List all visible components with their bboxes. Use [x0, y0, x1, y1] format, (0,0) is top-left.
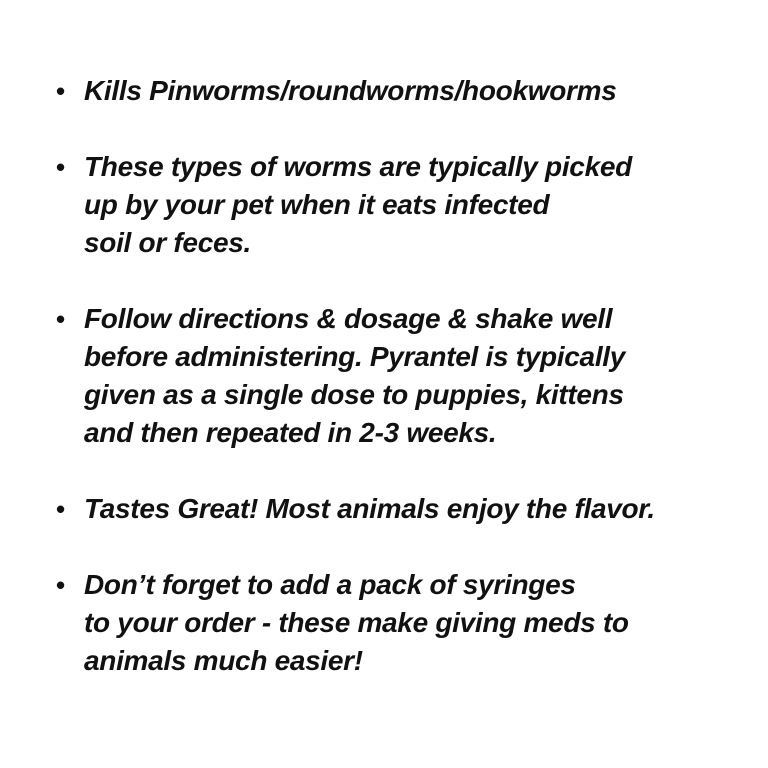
bullet-text-line: Don’t forget to add a pack of syringes	[84, 569, 576, 600]
bullet-text-line: and then repeated in 2-3 weeks.	[84, 417, 497, 448]
bullet-dot-icon: •	[56, 152, 65, 182]
bullet-text-line: Kills Pinworms/roundworms/hookworms	[84, 75, 617, 106]
bullet-text-line: These types of worms are typically picked	[84, 151, 632, 182]
bullet-dot-icon: •	[56, 570, 65, 600]
bullet-text-line: soil or feces.	[84, 227, 251, 258]
bullet-dot-icon: •	[56, 76, 65, 106]
bullet-text-line: given as a single dose to puppies, kittens	[84, 379, 624, 410]
bullet-worm-types	[52, 148, 752, 262]
bullet-directions	[52, 300, 752, 452]
bullet-text-line: up by your pet when it eats infected	[84, 189, 550, 220]
bullet-text-line: before administering. Pyrantel is typically	[84, 341, 626, 372]
bullet-text-line: Tastes Great! Most animals enjoy the flavor.	[84, 493, 655, 524]
bullet-taste	[52, 490, 752, 528]
bullet-text-line: Follow directions & dosage & shake well	[84, 303, 613, 334]
bullet-dot-icon: •	[56, 304, 65, 334]
bullet-text-line: to your order - these make giving meds to	[84, 607, 629, 638]
feature-bullet-list	[52, 72, 752, 718]
bullet-dot-icon: •	[56, 494, 65, 524]
bullet-syringes	[52, 566, 752, 680]
bullet-text-line: animals much easier!	[84, 645, 363, 676]
bullet-kills-worms	[52, 72, 752, 110]
